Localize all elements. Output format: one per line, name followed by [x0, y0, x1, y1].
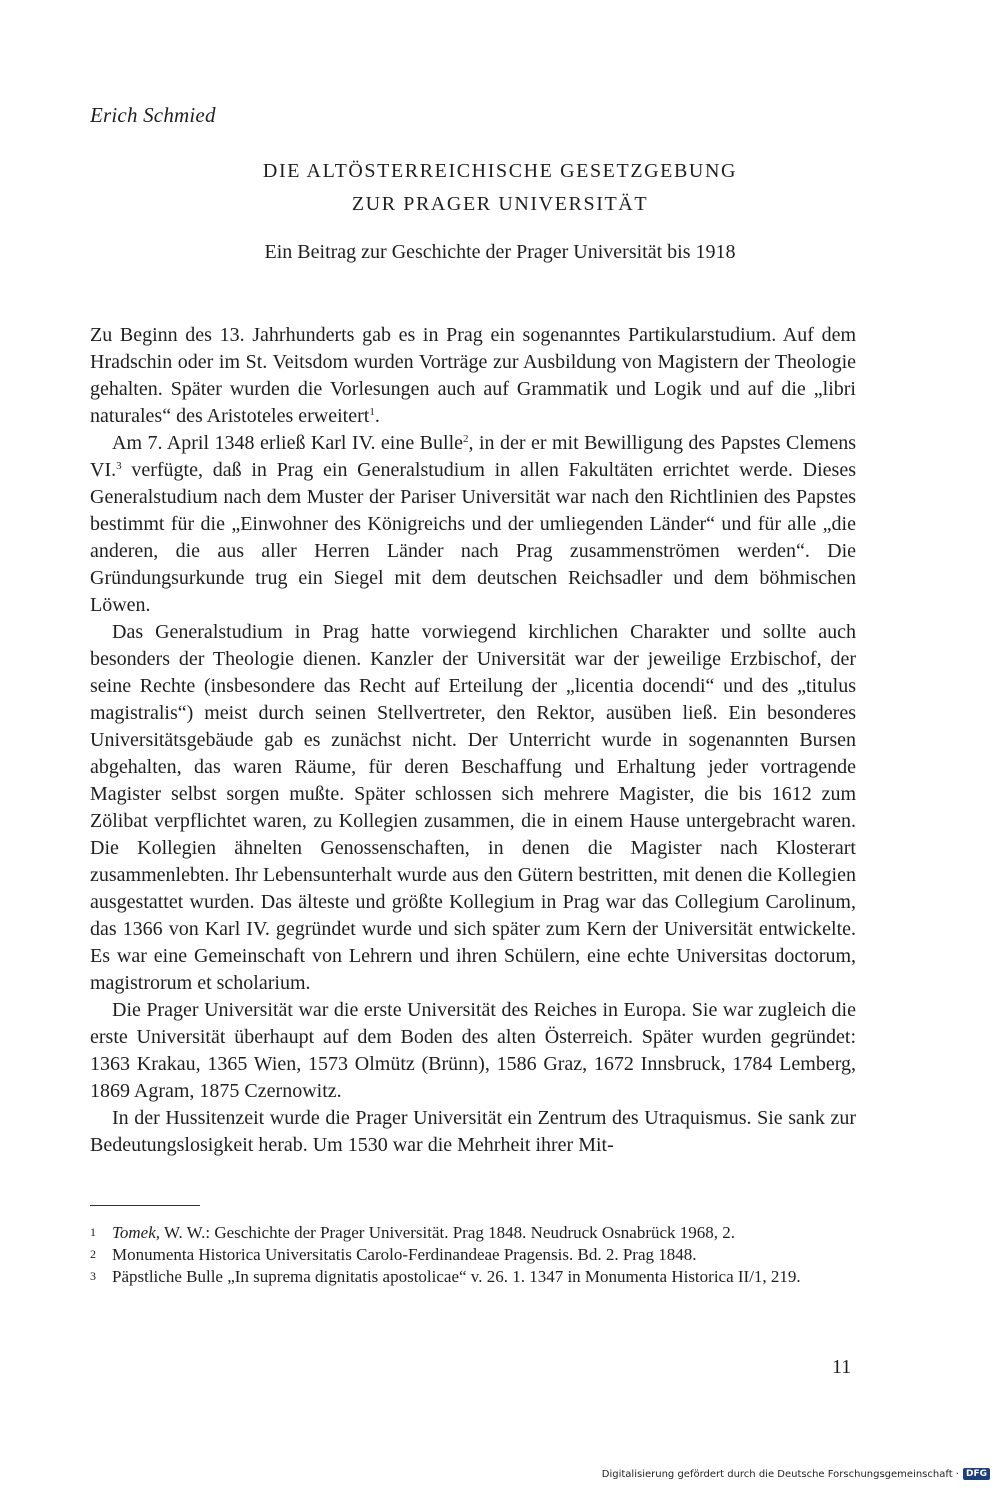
credit-text: Digitalisierung gefördert durch die Deutsche Forschungsgemeinschaft ·: [601, 1468, 959, 1480]
dfg-logo-icon: DFG: [963, 1468, 990, 1480]
footnotes: [90, 1222, 856, 1288]
footnote-3: [90, 1266, 856, 1288]
footnote-mark: 3: [90, 1269, 96, 1283]
paragraph-2-text-b: , in der er mit Bewilligung des Papstes Clemens VI.: [90, 432, 856, 481]
digitization-credit: [602, 1468, 990, 1480]
footnote-text: Monumenta Historica Universitatis Carolo-Ferdinandeae Pragensis. Bd. 2. Prag 1848.: [112, 1245, 697, 1264]
footnote-text: Päpstliche Bulle „In suprema dignitatis apostolicae“ v. 26. 1. 1347 in Monumenta Historica II/1, 219.: [112, 1267, 801, 1286]
paragraph-2: [90, 430, 856, 619]
paragraph-1-text: Zu Beginn des 13. Jahrhunderts gab es in Prag ein sogenanntes Partikularstudium. Auf dem Hradschin oder im St. Veitsdom wurden Vorträge zur Ausbildung von Magistern der Theologie gehalten. Später wurden die Vorlesungen auch auf Grammatik und Logik und auf die „libri naturales“ des Aristoteles erweitert: [90, 324, 856, 427]
paragraph-4: Die Prager Universität war die erste Universität des Reiches in Europa. Sie war zugleich die erste Universität überhaupt auf dem Boden des alten Österreich. Später wurden gegründet: 1363 Krakau, 1365 Wien, 1573 Olmütz (Brünn), 1586 Graz, 1672 Innsbruck, 1784 Lemberg, 1869 Agram, 1875 Czernowitz.: [90, 999, 856, 1102]
article-title-line-1: DIE ALTÖSTERREICHISCHE GESETZGEBUNG: [262, 160, 738, 182]
footnote-ref-2: 2: [463, 433, 469, 445]
paragraph-2-text-a: Am 7. April 1348 erließ Karl IV. eine Bulle: [112, 432, 463, 454]
footnote-ref-3: 3: [116, 460, 122, 472]
footnote-author: Tomek,: [112, 1223, 161, 1242]
article-subtitle: Ein Beitrag zur Geschichte der Prager Universität bis 1918: [264, 241, 736, 263]
paragraph-5: In der Hussitenzeit wurde die Prager Universität ein Zentrum des Utraquismus. Sie sank zur Bedeutungslosigkeit herab. Um 1530 war die Mehrheit ihrer Mit-: [90, 1107, 856, 1156]
article-body: [90, 322, 856, 1159]
footnote-separator: [90, 1205, 200, 1206]
paragraph-1: [90, 322, 856, 430]
footnote-mark: 1: [90, 1225, 96, 1239]
footnote-2: [90, 1244, 856, 1266]
article-title-line-2: ZUR PRAGER UNIVERSITÄT: [351, 193, 649, 215]
footnote-1: [90, 1222, 856, 1244]
author-name: Erich Schmied: [90, 103, 216, 127]
paragraph-1-end: .: [374, 405, 380, 427]
footnote-text: W. W.: Geschichte der Prager Universität. Prag 1848. Neudruck Osnabrück 1968, 2.: [160, 1223, 736, 1242]
paragraph-2-text-c: verfügte, daß in Prag ein Generalstudium in allen Fakultäten errichtet werde. Dieses Generalstudium nach dem Muster der Pariser Universität war nach den Richtlinien des Papstes bestimmt für die „Einwohner des Königreichs und der umliegenden Länder“ und für alle „die anderen, die aus aller Herren Länder nach Prag zusammenströmen werden“. Die Gründungsurkunde trug ein Siegel mit dem deutschen Reichsadler und dem böhmischen Löwen.: [90, 459, 856, 616]
paragraph-3: Das Generalstudium in Prag hatte vorwiegend kirchlichen Charakter und sollte auch besonders der Theologie dienen. Kanzler der Universität war der jeweilige Erzbischof, der seine Rechte (insbesondere das Recht auf Erteilung der „licentia docendi“ und des „titulus magistralis“) meist durch seinen Stellvertreter, den Rektor, ausüben ließ. Ein besonderes Universitätsgebäude gab es zunächst nicht. Der Unterricht wurde in sogenannten Bursen abgehalten, das waren Räume, für deren Beschaffung und Erhaltung jeder vortragende Magister selbst sorgen mußte. Später schlossen sich mehrere Magister, die bis 1612 zum Zölibat verpflichtet waren, zu Kollegien zusammen, die in einem Hause untergebracht waren. Die Kollegien ähnelten Genossenschaften, in denen die Magister nach Klosterart zusammenlebten. Ihr Lebensunterhalt wurde aus den Gütern bestritten, mit denen die Kollegien ausgestattet wurden. Das älteste und größte Kollegium in Prag war das Collegium Carolinum, das 1366 von Karl IV. gegründet wurde und sich später zum Kern der Universität entwickelte. Es war eine Gemeinschaft von Lehrern und ihren Schülern, eine echte Universitas doctorum, magistrorum et scholarium.: [90, 621, 856, 994]
page-number: 11: [832, 1356, 852, 1378]
footnote-ref-1: 1: [369, 406, 375, 418]
footnote-mark: 2: [90, 1247, 96, 1261]
